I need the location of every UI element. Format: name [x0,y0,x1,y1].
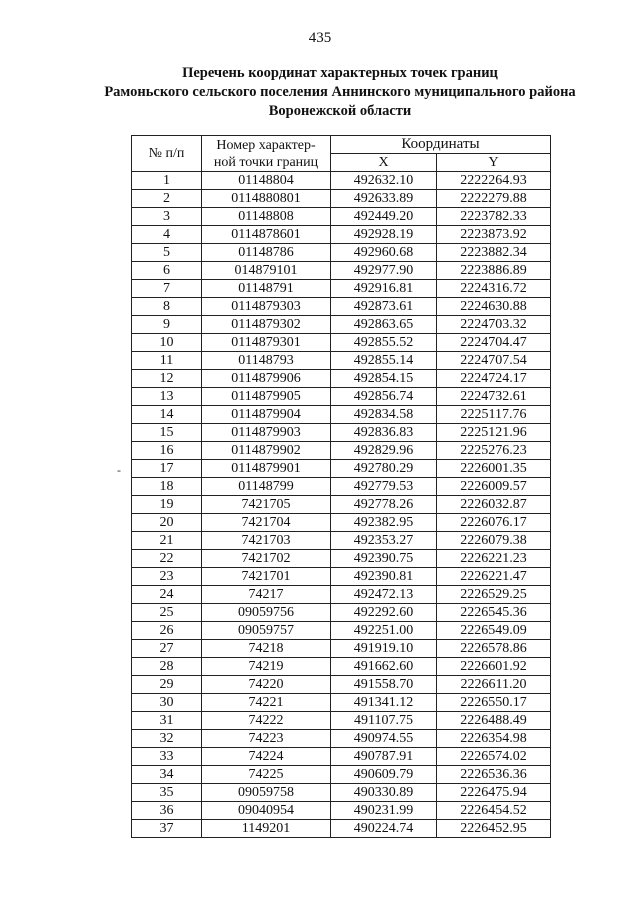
y-coordinate-cell: 2224707.54 [437,352,551,370]
point-number-cell: 0114879906 [202,370,331,388]
title-line-3: Воронежской области [268,103,412,119]
table-row [132,244,551,262]
y-coordinate-cell: 2226578.86 [437,640,551,658]
row-number-cell: 14 [132,406,202,424]
table-row [132,586,551,604]
y-coordinate-cell: 2226475.94 [437,784,551,802]
y-coordinate-cell: 2222279.88 [437,190,551,208]
table-row [132,820,551,838]
row-number-cell: 33 [132,748,202,766]
header-point-line-1: Номер характер- [216,137,316,153]
y-coordinate-cell: 2223886.89 [437,262,551,280]
point-number-cell: 01148799 [202,478,331,496]
title-line-1: Перечень координат характерных точек границ [182,65,498,81]
y-coordinate-cell: 2226574.02 [437,748,551,766]
x-coordinate-cell: 492916.81 [331,280,437,298]
y-coordinate-cell: 2224732.61 [437,388,551,406]
stray-mark: - [117,463,121,477]
row-number-cell: 26 [132,622,202,640]
table-row [132,514,551,532]
x-coordinate-cell: 492856.74 [331,388,437,406]
point-number-cell: 74217 [202,586,331,604]
table-row [132,298,551,316]
x-coordinate-cell: 492855.52 [331,334,437,352]
row-number-cell: 11 [132,352,202,370]
y-coordinate-cell: 2225121.96 [437,424,551,442]
y-coordinate-cell: 2226221.47 [437,568,551,586]
point-number-cell: 01148791 [202,280,331,298]
x-coordinate-cell: 491919.10 [331,640,437,658]
coordinates-table [131,135,551,838]
y-coordinate-cell: 2226001.35 [437,460,551,478]
table-row [132,604,551,622]
row-number-cell: 2 [132,190,202,208]
row-number-cell: 3 [132,208,202,226]
row-number-cell: 13 [132,388,202,406]
row-number-cell: 8 [132,298,202,316]
table-row [132,550,551,568]
point-number-cell: 01148786 [202,244,331,262]
x-coordinate-cell: 492855.14 [331,352,437,370]
x-coordinate-cell: 492390.81 [331,568,437,586]
row-number-cell: 29 [132,676,202,694]
table-row [132,334,551,352]
x-coordinate-cell: 491558.70 [331,676,437,694]
table-row [132,622,551,640]
point-number-cell: 09059756 [202,604,331,622]
y-coordinate-cell: 2226549.09 [437,622,551,640]
y-coordinate-cell: 2226009.57 [437,478,551,496]
x-coordinate-cell: 490609.79 [331,766,437,784]
point-number-cell: 014879101 [202,262,331,280]
y-coordinate-cell: 2224703.32 [437,316,551,334]
row-number-cell: 31 [132,712,202,730]
x-coordinate-cell: 492928.19 [331,226,437,244]
row-number-cell: 36 [132,802,202,820]
x-coordinate-cell: 492390.75 [331,550,437,568]
point-number-cell: 74218 [202,640,331,658]
row-number-cell: 24 [132,586,202,604]
table-row [132,640,551,658]
row-number-cell: 1 [132,172,202,190]
point-number-cell: 0114879901 [202,460,331,478]
header-x: X [331,154,437,172]
table-row [132,406,551,424]
x-coordinate-cell: 492829.96 [331,442,437,460]
table-row [132,676,551,694]
y-coordinate-cell: 2225276.23 [437,442,551,460]
x-coordinate-cell: 492778.26 [331,496,437,514]
x-coordinate-cell: 492251.00 [331,622,437,640]
table-row [132,208,551,226]
point-number-cell: 09040954 [202,802,331,820]
point-number-cell: 0114879904 [202,406,331,424]
y-coordinate-cell: 2226076.17 [437,514,551,532]
table-row [132,424,551,442]
x-coordinate-cell: 490231.99 [331,802,437,820]
y-coordinate-cell: 2226488.49 [437,712,551,730]
point-number-cell: 0114878601 [202,226,331,244]
y-coordinate-cell: 2226611.20 [437,676,551,694]
point-number-cell: 7421701 [202,568,331,586]
table-row [132,226,551,244]
point-number-cell: 01148808 [202,208,331,226]
y-coordinate-cell: 2223882.34 [437,244,551,262]
x-coordinate-cell: 492449.20 [331,208,437,226]
row-number-cell: 34 [132,766,202,784]
y-coordinate-cell: 2226550.17 [437,694,551,712]
table-row [132,370,551,388]
point-number-cell: 01148793 [202,352,331,370]
header-point-line-2: ной точки границ [213,154,319,170]
table-row [132,190,551,208]
point-number-cell: 09059758 [202,784,331,802]
row-number-cell: 23 [132,568,202,586]
point-number-cell: 0114879905 [202,388,331,406]
point-number-cell: 74222 [202,712,331,730]
row-number-cell: 20 [132,514,202,532]
row-number-cell: 37 [132,820,202,838]
y-coordinate-cell: 2226452.95 [437,820,551,838]
x-coordinate-cell: 492353.27 [331,532,437,550]
title-line-2: Рамоньского сельского поселения Аннинского муниципального района [104,84,576,100]
table-row [132,316,551,334]
x-coordinate-cell: 492779.53 [331,478,437,496]
table-row [132,730,551,748]
point-number-cell: 0114879902 [202,442,331,460]
row-number-cell: 18 [132,478,202,496]
y-coordinate-cell: 2224630.88 [437,298,551,316]
x-coordinate-cell: 492834.58 [331,406,437,424]
table-row [132,712,551,730]
x-coordinate-cell: 492977.90 [331,262,437,280]
row-number-cell: 22 [132,550,202,568]
row-number-cell: 6 [132,262,202,280]
row-number-cell: 7 [132,280,202,298]
x-coordinate-cell: 492632.10 [331,172,437,190]
point-number-cell: 7421704 [202,514,331,532]
x-coordinate-cell: 492854.15 [331,370,437,388]
table-row [132,694,551,712]
x-coordinate-cell: 492863.65 [331,316,437,334]
x-coordinate-cell: 492472.13 [331,586,437,604]
table-row [132,658,551,676]
y-coordinate-cell: 2226454.52 [437,802,551,820]
row-number-cell: 25 [132,604,202,622]
table-header [132,136,551,172]
y-coordinate-cell: 2226032.87 [437,496,551,514]
header-point-number [202,136,331,172]
table-row [132,262,551,280]
point-number-cell: 0114879301 [202,334,331,352]
row-number-cell: 9 [132,316,202,334]
row-number-cell: 28 [132,658,202,676]
row-number-cell: 4 [132,226,202,244]
point-number-cell: 0114879302 [202,316,331,334]
point-number-cell: 1149201 [202,820,331,838]
header-row-number: № п/п [132,136,202,172]
table-row [132,766,551,784]
x-coordinate-cell: 491107.75 [331,712,437,730]
header-y: Y [437,154,551,172]
point-number-cell: 0114879903 [202,424,331,442]
point-number-cell: 74225 [202,766,331,784]
y-coordinate-cell: 2226529.25 [437,586,551,604]
point-number-cell: 0114879303 [202,298,331,316]
y-coordinate-cell: 2223782.33 [437,208,551,226]
row-number-cell: 30 [132,694,202,712]
x-coordinate-cell: 490330.89 [331,784,437,802]
table-row [132,478,551,496]
point-number-cell: 7421702 [202,550,331,568]
y-coordinate-cell: 2224704.47 [437,334,551,352]
x-coordinate-cell: 492292.60 [331,604,437,622]
y-coordinate-cell: 2222264.93 [437,172,551,190]
x-coordinate-cell: 490787.91 [331,748,437,766]
table-row [132,802,551,820]
table-row [132,172,551,190]
row-number-cell: 17 [132,460,202,478]
x-coordinate-cell: 491341.12 [331,694,437,712]
y-coordinate-cell: 2224316.72 [437,280,551,298]
row-number-cell: 5 [132,244,202,262]
table-row [132,496,551,514]
point-number-cell: 74223 [202,730,331,748]
y-coordinate-cell: 2223873.92 [437,226,551,244]
point-number-cell: 7421705 [202,496,331,514]
table-body [132,172,551,838]
row-number-cell: 12 [132,370,202,388]
point-number-cell: 09059757 [202,622,331,640]
x-coordinate-cell: 492873.61 [331,298,437,316]
point-number-cell: 74224 [202,748,331,766]
point-number-cell: 74219 [202,658,331,676]
y-coordinate-cell: 2225117.76 [437,406,551,424]
table-row [132,748,551,766]
row-number-cell: 27 [132,640,202,658]
y-coordinate-cell: 2226354.98 [437,730,551,748]
table-row [132,352,551,370]
y-coordinate-cell: 2226601.92 [437,658,551,676]
y-coordinate-cell: 2226221.23 [437,550,551,568]
x-coordinate-cell: 491662.60 [331,658,437,676]
point-number-cell: 0114880801 [202,190,331,208]
page-number: 435 [308,30,332,46]
y-coordinate-cell: 2226079.38 [437,532,551,550]
table-row [132,280,551,298]
x-coordinate-cell: 492382.95 [331,514,437,532]
table-row [132,784,551,802]
x-coordinate-cell: 492960.68 [331,244,437,262]
row-number-cell: 16 [132,442,202,460]
table-row [132,568,551,586]
y-coordinate-cell: 2226545.36 [437,604,551,622]
x-coordinate-cell: 490224.74 [331,820,437,838]
y-coordinate-cell: 2226536.36 [437,766,551,784]
row-number-cell: 21 [132,532,202,550]
row-number-cell: 10 [132,334,202,352]
point-number-cell: 74221 [202,694,331,712]
point-number-cell: 74220 [202,676,331,694]
table-row [132,388,551,406]
row-number-cell: 15 [132,424,202,442]
x-coordinate-cell: 490974.55 [331,730,437,748]
point-number-cell: 7421703 [202,532,331,550]
table-row [132,532,551,550]
header-coordinates: Координаты [331,136,551,154]
table-row [132,460,551,478]
table-row [132,442,551,460]
x-coordinate-cell: 492836.83 [331,424,437,442]
row-number-cell: 35 [132,784,202,802]
document-title [60,64,620,121]
row-number-cell: 19 [132,496,202,514]
row-number-cell: 32 [132,730,202,748]
x-coordinate-cell: 492633.89 [331,190,437,208]
x-coordinate-cell: 492780.29 [331,460,437,478]
y-coordinate-cell: 2224724.17 [437,370,551,388]
point-number-cell: 01148804 [202,172,331,190]
